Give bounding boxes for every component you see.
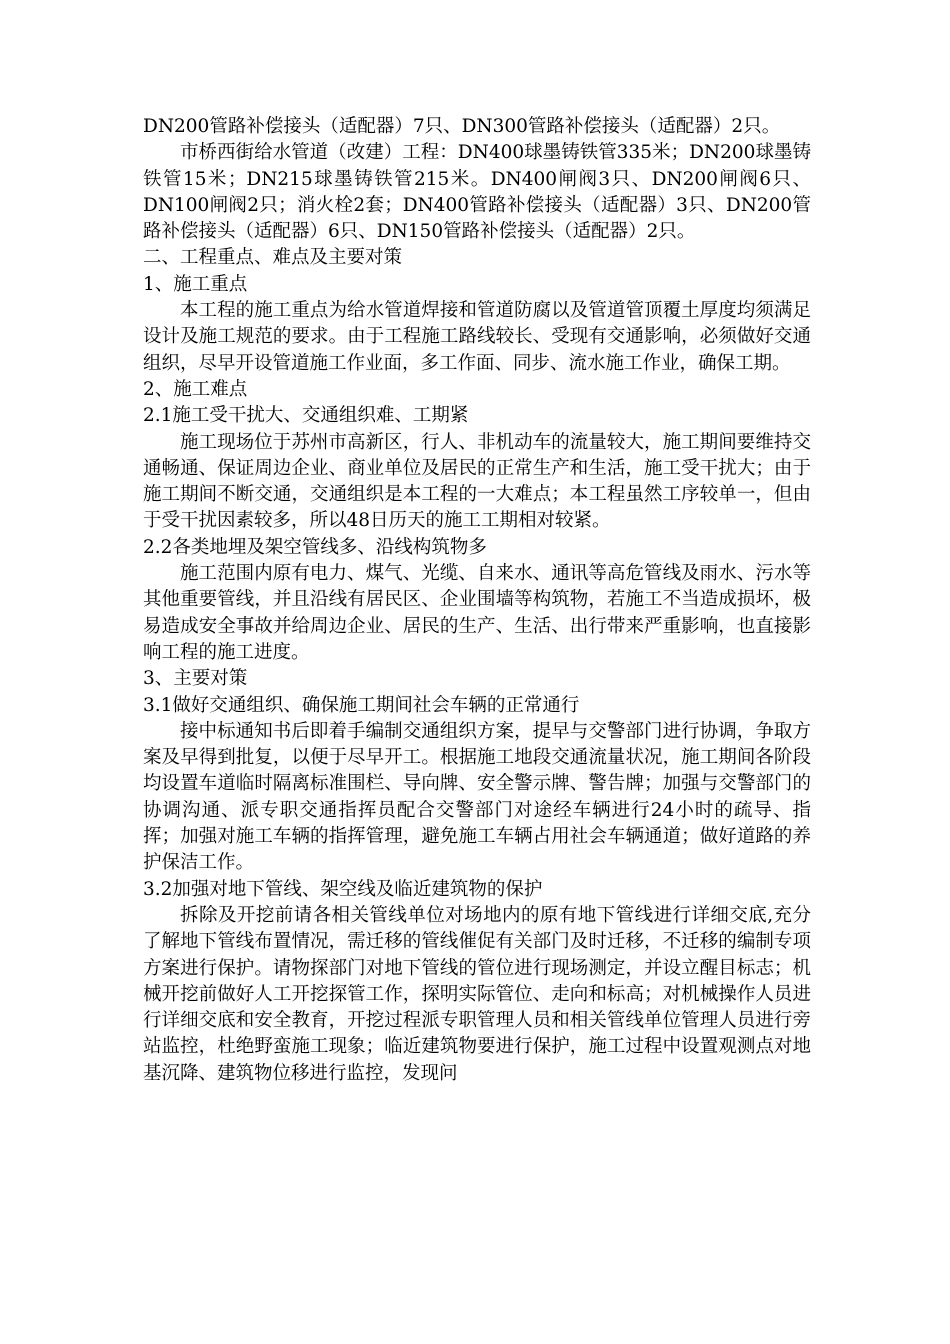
paragraph: 施工范围内原有电力、煤气、光缆、自来水、通讯等高危管线及雨水、污水等其他重要管线，并且沿线有居民区、企业围墙等构筑物，若施工不当造成损坏，极易造成安全事故并给周边企业、居民的生产、生活、出行带来严重影响，也直接影响工程的施工进度。 xyxy=(143,563,811,663)
paragraph: 拆除及开挖前请各相关管线单位对场地内的原有地下管线进行详细交底,充分了解地下管线布置情况，需迁移的管线催促有关部门及时迁移，不迁移的编制专项方案进行保护。请物探部门对地下管线的管位进行现场测定，并设立醒目标志；机械开挖前做好人工开挖探管工作，探明实际管位、走向和标高；对机械操作人员进行详细交底和安全教育，开挖过程派专职管理人员和相关管线单位管理人员进行旁站监控，杜绝野蛮施工现象；临近建筑物要进行保护，施工过程中设置观测点对地基沉降、建筑物位移进行监控，发现问 xyxy=(143,904,811,1084)
subsection-heading: 1、施工重点 xyxy=(143,273,248,295)
subsection-heading: 3.1做好交通组织、确保施工期间社会车辆的正常通行 xyxy=(143,694,580,716)
paragraph: 施工现场位于苏州市高新区，行人、非机动车的流量较大，施工期间要维持交通畅通、保证周边企业、商业单位及居民的正常生产和生活，施工受干扰大；由于施工期间不断交通，交通组织是本工程的一大难点；本工程虽然工序较单一，但由于受干扰因素较多，所以48日历天的施工工期相对较紧。 xyxy=(143,431,811,532)
subsection-heading: 2.2各类地埋及架空管线多、沿线构筑物多 xyxy=(143,536,487,558)
subsection-heading: 3、主要对策 xyxy=(143,668,248,690)
subsection-heading: 2、施工难点 xyxy=(143,378,248,400)
subsection-heading: 3.2加强对地下管线、架空线及临近建筑物的保护 xyxy=(143,878,543,900)
paragraph: DN200管路补偿接头（适配器）7只、DN300管路补偿接头（适配器）2只。 xyxy=(143,116,781,137)
paragraph: 本工程的施工重点为给水管道焊接和管道防腐以及管道管顶覆土厚度均须满足设计及施工规范的要求。由于工程施工路线较长、受现有交通影响，必须做好交通组织，尽早开设管道施工作业面，多工作面、同步、流水施工作业，确保工期。 xyxy=(143,300,811,374)
paragraph: 市桥西街给水管道（改建）工程：DN400球墨铸铁管335米；DN200球墨铸铁管15米；DN215球墨铸铁管215米。DN400闸阀3只、DN200闸阀6只、DN100闸阀2只；消火栓2套；DN400管路补偿接头（适配器）3只、DN200管路补偿接头（适配器）6只、DN150管路补偿接头（适配器）2只。 xyxy=(143,142,811,243)
document-body xyxy=(143,114,811,1087)
subsection-heading: 2.1施工受干扰大、交通组织难、工期紧 xyxy=(143,405,469,427)
paragraph: 接中标通知书后即着手编制交通组织方案，提早与交警部门进行协调，争取方案及早得到批复，以便于尽早开工。根据施工地段交通流量状况，施工期间各阶段均设置车道临时隔离标准围栏、导向牌、安全警示牌、警告牌；加强与交警部门的协调沟通、派专职交通指挥员配合交警部门对途经车辆进行24小时的疏导、指挥；加强对施工车辆的指挥管理，避免施工车辆占用社会车辆通道；做好道路的养护保洁工作。 xyxy=(143,720,811,874)
section-heading: 二、工程重点、难点及主要对策 xyxy=(143,247,403,269)
